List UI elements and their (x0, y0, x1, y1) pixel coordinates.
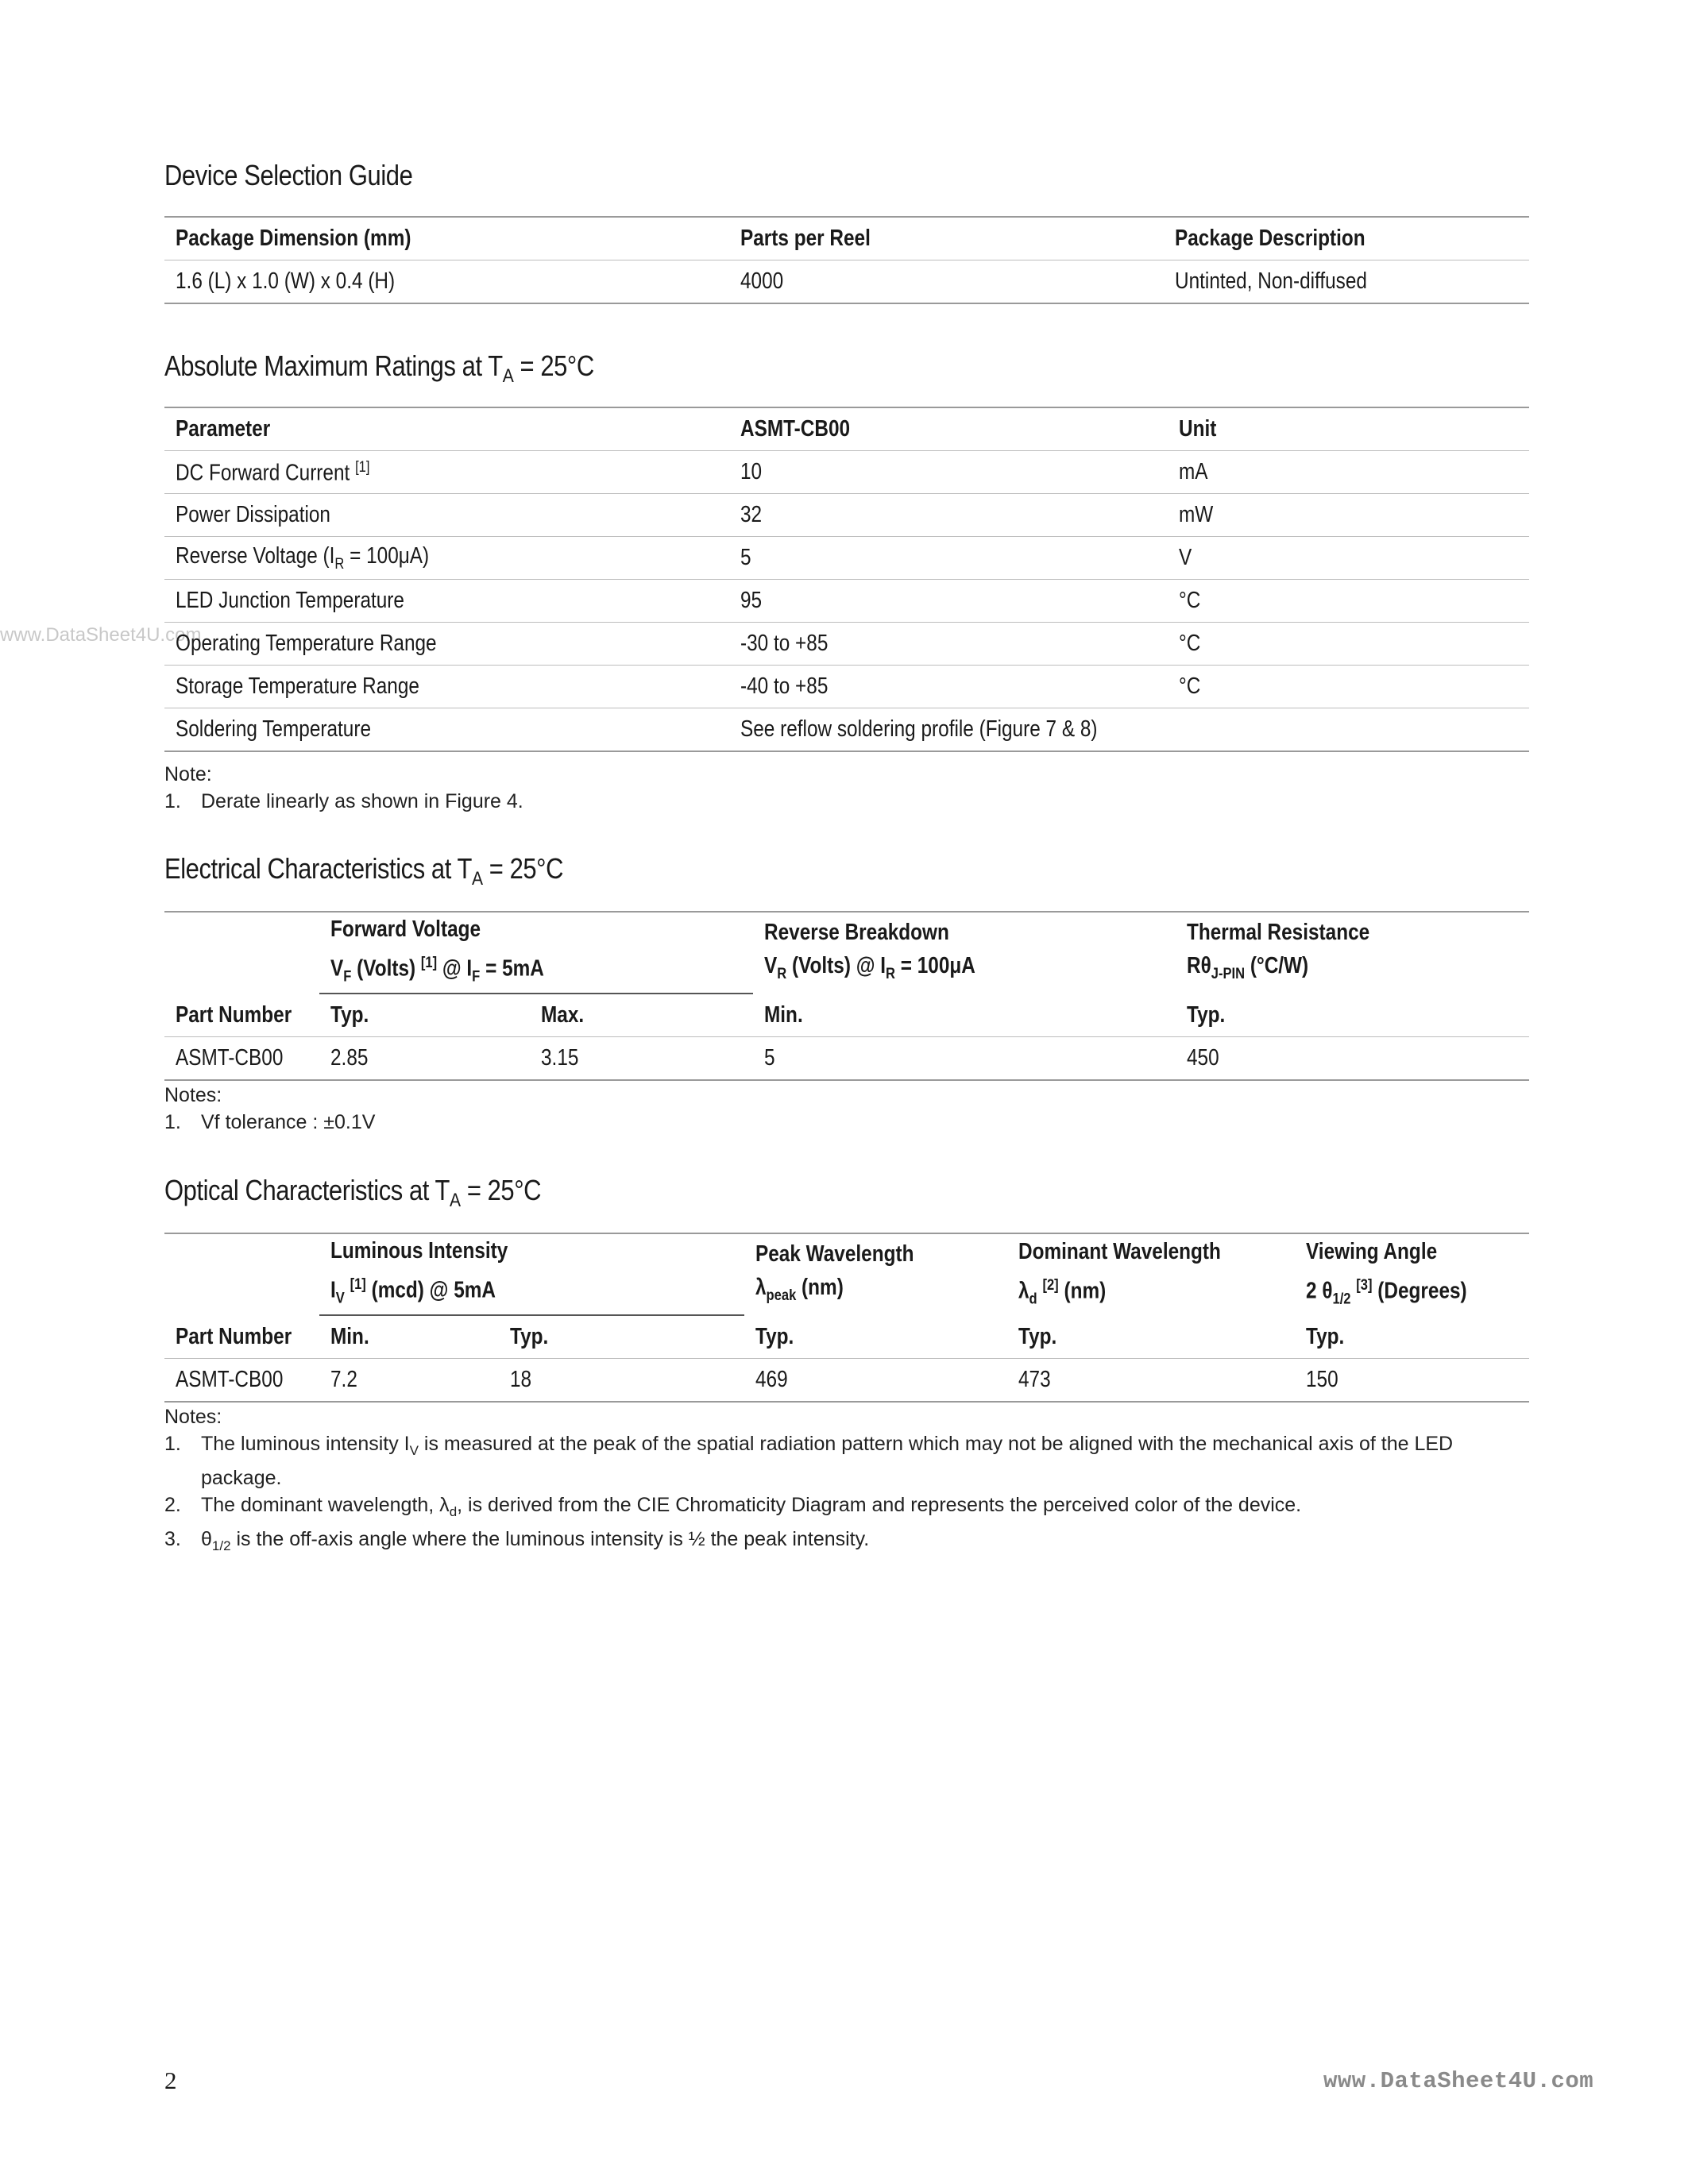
header-li-min: Min. (330, 1324, 369, 1350)
optical-title: Optical Characteristics at $T_A = 25^\circ C$ (164, 1174, 542, 1212)
cell-parameter: LED Junction Temperature (164, 580, 729, 623)
cell-rb-min: 5 (753, 1037, 1176, 1081)
cell-fv-max: 3.15 (530, 1037, 753, 1081)
device-selection-title: Device Selection Guide (164, 159, 413, 191)
note-item: 1. Derate linearly as shown in Figure 4. (164, 790, 523, 812)
cell-part-number: ASMT-CB00 (164, 1359, 319, 1403)
header-part-number: ASMT-CB00 (729, 407, 1168, 451)
note-item: 1. The luminous intensity $I_V$ is measured at the peak of the spatial radiation pattern which may not be aligned with the mechanical axis of the LED package. (164, 1433, 1454, 1489)
cell-unit: °C (1168, 580, 1529, 623)
cell-value: 95 (729, 580, 1168, 623)
header-pw-typ: Typ. (755, 1323, 794, 1349)
table-header-row (164, 1233, 1529, 1315)
header-li-typ: Typ. (510, 1324, 549, 1350)
header-blank (164, 912, 319, 994)
watermark-text: www.DataSheet4U.com (0, 624, 202, 646)
electrical-title: Electrical Characteristics at $T_A = 25^\circ C$ (164, 852, 564, 890)
note-label: Notes: (164, 1406, 222, 1428)
table-subheader-row (164, 994, 1529, 1037)
header-fv-typ: Typ. (330, 1002, 369, 1028)
header-rb-min: Min. (764, 1001, 803, 1028)
note-item: 3. $\theta_{1/2}$ is the off-axis angle where the luminous intensity is ½ the peak intensity. (164, 1528, 870, 1553)
cell-unit: °C (1168, 666, 1529, 708)
cell-parameter: Storage Temperature Range (164, 666, 729, 708)
table-row (164, 1359, 1529, 1403)
cell-unit: mW (1168, 494, 1529, 537)
header-tr-typ: Typ. (1187, 1001, 1226, 1028)
header-reverse-breakdown: Reverse Breakdown $V_R$ (Volts) @ $I_R = 100\mu A$ (753, 912, 1176, 994)
cell-parameter: DC Forward Current [1] (164, 451, 729, 494)
cell-unit: °C (1168, 623, 1529, 666)
header-dw-typ: Typ. (1018, 1323, 1057, 1349)
cell-package-description: Untinted, Non-diffused (1164, 260, 1529, 304)
cell-dw-typ: 473 (1007, 1359, 1295, 1403)
optical-table (164, 1233, 1529, 1403)
header-thermal-resistance: Thermal Resistance $R\theta_{J-PIN}$ (°C/W) (1176, 912, 1529, 994)
header-unit: Unit (1168, 407, 1529, 451)
table-header-row (164, 217, 1529, 260)
cell-va-typ: 150 (1295, 1359, 1529, 1403)
cell-li-typ: 18 (499, 1359, 744, 1403)
header-peak-wavelength: Peak Wavelength $\lambda_{peak}$ (nm) (744, 1233, 1007, 1315)
header-package-dimension: Package Dimension (mm) (164, 217, 729, 260)
header-parameter: Parameter (164, 407, 729, 451)
cell-unit: V (1168, 537, 1529, 580)
header-part-number: Part Number (176, 1001, 292, 1028)
optical-notes (164, 1403, 1531, 1560)
cell-part-number: ASMT-CB00 (164, 1037, 319, 1081)
table-row (164, 666, 1529, 708)
cell-tr-typ: 450 (1176, 1037, 1529, 1081)
abs-max-title: Absolute Maximum Ratings at $T_A = 25^\circ C$ (164, 349, 594, 388)
cell-fv-typ: 2.85 (319, 1037, 530, 1081)
table-row (164, 580, 1529, 623)
cell-li-min: 7.2 (319, 1359, 499, 1403)
note-item: 2. The dominant wavelength, $\lambda_d$, is derived from the CIE Chromaticity Diagram and represents the perceived color of the device. (164, 1494, 1302, 1519)
note-label: Note: (164, 763, 212, 785)
table-row (164, 494, 1529, 537)
cell-value: -40 to +85 (729, 666, 1168, 708)
table-row (164, 451, 1529, 494)
page-number: 2 (164, 2066, 177, 2094)
header-part-number: Part Number (176, 1323, 292, 1349)
header-va-typ: Typ. (1306, 1323, 1345, 1349)
header-dominant-wavelength: Dominant Wavelength $\lambda_d$ [2] (nm) (1007, 1233, 1295, 1315)
table-row (164, 537, 1529, 580)
table-row (164, 623, 1529, 666)
header-blank (164, 1233, 319, 1315)
abs-max-notes (164, 761, 1531, 815)
cell-package-dimension: 1.6 (L) x 1.0 (W) x 0.4 (H) (164, 260, 729, 304)
electrical-table (164, 911, 1529, 1081)
header-luminous-intensity: Luminous Intensity $I_V$ [1] (mcd) @ 5mA (319, 1233, 744, 1315)
note-label: Notes: (164, 1084, 222, 1106)
cell-parts-per-reel: 4000 (729, 260, 1164, 304)
cell-value: -30 to +85 (729, 623, 1168, 666)
table-header-row (164, 407, 1529, 451)
footer-url-link[interactable]: www.DataSheet4U.com (1323, 2068, 1594, 2094)
cell-value: 10 (729, 451, 1168, 494)
electrical-notes (164, 1082, 1531, 1136)
cell-parameter: Operating Temperature Range (164, 623, 729, 666)
cell-value: 5 (729, 537, 1168, 580)
abs-max-table (164, 407, 1529, 752)
cell-parameter: Power Dissipation (164, 494, 729, 537)
header-forward-voltage: Forward Voltage $V_F$ (Volts) [1] @ $I_F = 5mA$ (319, 912, 753, 994)
cell-value: See reflow soldering profile (Figure 7 & 8) (729, 708, 1168, 752)
header-package-description: Package Description (1164, 217, 1529, 260)
table-subheader-row (164, 1315, 1529, 1359)
cell-parameter: Soldering Temperature (164, 708, 729, 752)
cell-parameter: Reverse Voltage $(I_R = 100\mu A)$ (164, 537, 729, 580)
note-item: 1. Vf tolerance : ±0.1V (164, 1111, 376, 1133)
cell-value: 32 (729, 494, 1168, 537)
header-viewing-angle: Viewing Angle 2 $\theta_{1/2}$ [3] (Degrees) (1295, 1233, 1529, 1315)
table-row (164, 1037, 1529, 1081)
header-parts-per-reel: Parts per Reel (729, 217, 1164, 260)
table-row (164, 708, 1529, 752)
cell-unit (1168, 708, 1529, 752)
table-row (164, 260, 1529, 304)
device-selection-table (164, 216, 1529, 304)
cell-pw-typ: 469 (744, 1359, 1007, 1403)
header-fv-max: Max. (541, 1002, 585, 1028)
table-header-row (164, 912, 1529, 994)
cell-unit: mA (1168, 451, 1529, 494)
